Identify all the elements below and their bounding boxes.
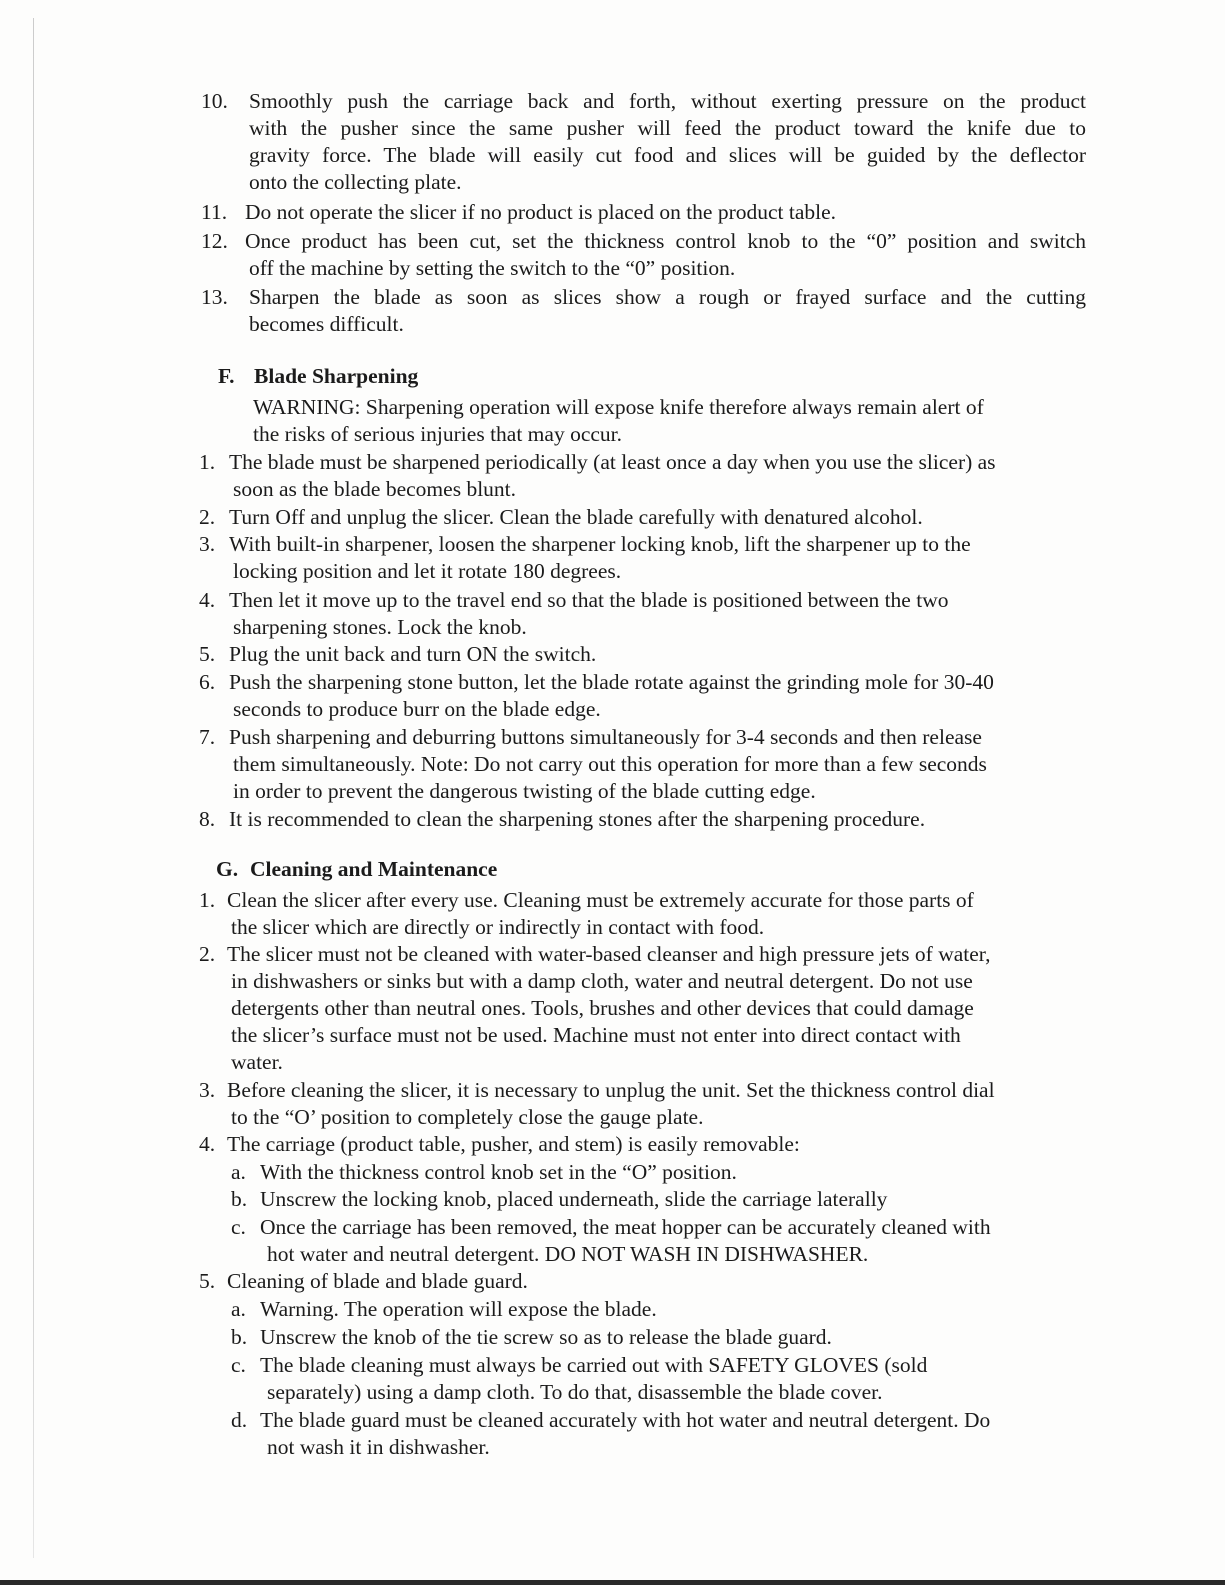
- item-text-line: in dishwashers or sinks but with a damp cloth, water and neutral detergent. Do not use: [231, 968, 973, 993]
- item-number: 2.: [199, 505, 216, 529]
- warning-text-line: WARNING: Sharpening operation will expose knife therefore always remain alert of: [253, 395, 984, 419]
- item-text-line: sharpening stones. Lock the knob.: [233, 614, 527, 639]
- item-text-line: Smoothly push the carriage back and forth, without exerting pressure on the product: [249, 89, 1086, 113]
- item-number: 5.: [199, 642, 216, 666]
- item-text-line: the slicer which are directly or indirectly in contact with food.: [231, 914, 765, 939]
- item-number: 1.: [199, 450, 216, 474]
- item-letter: b.: [231, 1187, 248, 1211]
- item-text-line: them simultaneously. Note: Do not carry out this operation for more than a few seconds: [233, 751, 987, 776]
- item-text-line: detergents other than neutral ones. Tools, brushes and other devices that could damage: [231, 995, 974, 1020]
- item-text-line: Sharpen the blade as soon as slices show a rough or frayed surface and the cutting: [249, 285, 1086, 309]
- item-text-line: Once the carriage has been removed, the meat hopper can be accurately cleaned with: [260, 1215, 991, 1239]
- item-number: 6.: [199, 670, 216, 694]
- item-number: 11.: [201, 200, 228, 224]
- item-text-line: the slicer’s surface must not be used. Machine must not enter into direct contact with: [231, 1022, 961, 1047]
- item-number: 4.: [199, 588, 216, 612]
- item-text-line: separately) using a damp cloth. To do that, disassemble the blade cover.: [267, 1379, 883, 1404]
- item-number: 1.: [199, 888, 216, 912]
- section-letter: F.: [218, 364, 235, 388]
- item-text-line: water.: [231, 1049, 283, 1074]
- item-text-line: off the machine by setting the switch to the “0” position.: [249, 255, 736, 280]
- item-text-line: The blade must be sharpened periodically (at least once a day when you use the slicer) as: [229, 450, 996, 474]
- item-letter: d.: [231, 1408, 248, 1432]
- item-text-line: Cleaning of blade and blade guard.: [227, 1269, 528, 1293]
- item-text-line: becomes difficult.: [249, 311, 404, 336]
- item-number: 12.: [201, 229, 228, 253]
- item-text-line: Once product has been cut, set the thickness control knob to the “0” position and switch: [245, 229, 1086, 253]
- item-text-line: The carriage (product table, pusher, and stem) is easily removable:: [227, 1132, 800, 1156]
- item-number: 5.: [199, 1269, 216, 1293]
- warning-note: [253, 394, 1073, 448]
- item-text-line: with the pusher since the same pusher will feed the product toward the knife due to: [249, 115, 1086, 140]
- item-letter: c.: [231, 1353, 246, 1377]
- item-text-line: Do not operate the slicer if no product is placed on the product table.: [245, 200, 837, 224]
- item-text-line: The blade guard must be cleaned accurately with hot water and neutral detergent. Do: [260, 1408, 991, 1432]
- item-text-line: Turn Off and unplug the slicer. Clean the blade carefully with denatured alcohol.: [229, 505, 923, 529]
- item-text-line: Unscrew the locking knob, placed underneath, slide the carriage laterally: [260, 1187, 888, 1211]
- item-text-line: in order to prevent the dangerous twisting of the blade cutting edge.: [233, 778, 816, 803]
- item-text-line: Clean the slicer after every use. Cleaning must be extremely accurate for those parts of: [227, 888, 974, 912]
- item-text-line: The slicer must not be cleaned with water-based cleanser and high pressure jets of water,: [227, 942, 991, 966]
- item-text-line: Before cleaning the slicer, it is necessary to unplug the unit. Set the thickness control dial: [227, 1078, 995, 1102]
- item-text-line: gravity force. The blade will easily cut food and slices will be guided by the deflector: [249, 142, 1086, 167]
- item-letter: c.: [231, 1215, 246, 1239]
- section-title: Cleaning and Maintenance: [250, 857, 498, 881]
- warning-text-line: the risks of serious injuries that may occur.: [253, 421, 623, 446]
- item-number: 10.: [201, 89, 228, 113]
- item-number: 7.: [199, 725, 216, 749]
- item-number: 3.: [199, 1078, 216, 1102]
- item-text-line: seconds to produce burr on the blade edge.: [233, 696, 601, 721]
- item-text-line: Then let it move up to the travel end so that the blade is positioned between the two: [229, 588, 949, 612]
- item-text-line: Push the sharpening stone button, let the blade rotate against the grinding mole for 30-40: [229, 670, 994, 694]
- item-letter: b.: [231, 1325, 248, 1349]
- item-number: 13.: [201, 285, 228, 309]
- item-letter: a.: [231, 1160, 246, 1184]
- item-text-line: onto the collecting plate.: [249, 169, 462, 194]
- item-text-line: Push sharpening and deburring buttons simultaneously for 3-4 seconds and then release: [229, 725, 982, 749]
- section-letter: G.: [216, 857, 239, 881]
- item-number: 8.: [199, 807, 216, 831]
- section-title: Blade Sharpening: [254, 364, 419, 388]
- item-text-line: Warning. The operation will expose the blade.: [260, 1297, 657, 1321]
- item-text-line: locking position and let it rotate 180 degrees.: [233, 558, 622, 583]
- item-letter: a.: [231, 1297, 246, 1321]
- item-text-line: hot water and neutral detergent. DO NOT WASH IN DISHWASHER.: [267, 1241, 869, 1266]
- item-number: 4.: [199, 1132, 216, 1156]
- item-number: 3.: [199, 532, 216, 556]
- item-text-line: With the thickness control knob set in the “O” position.: [260, 1160, 737, 1184]
- item-text-line: to the “O’ position to completely close the gauge plate.: [231, 1104, 704, 1129]
- item-text-line: soon as the blade becomes blunt.: [233, 476, 517, 501]
- section-heading-blade-sharpening: [218, 363, 418, 390]
- item-text-line: With built-in sharpener, loosen the sharpener locking knob, lift the sharpener up to the: [229, 532, 971, 556]
- item-text-line: Plug the unit back and turn ON the switch.: [229, 642, 597, 666]
- item-text-line: not wash it in dishwasher.: [267, 1434, 490, 1459]
- item-number: 2.: [199, 942, 216, 966]
- item-text-line: It is recommended to clean the sharpening stones after the sharpening procedure.: [229, 807, 926, 831]
- section-heading-cleaning: [216, 856, 497, 883]
- item-text-line: Unscrew the knob of the tie screw so as to release the blade guard.: [260, 1325, 832, 1349]
- item-text-line: The blade cleaning must always be carried out with SAFETY GLOVES (sold: [260, 1353, 928, 1377]
